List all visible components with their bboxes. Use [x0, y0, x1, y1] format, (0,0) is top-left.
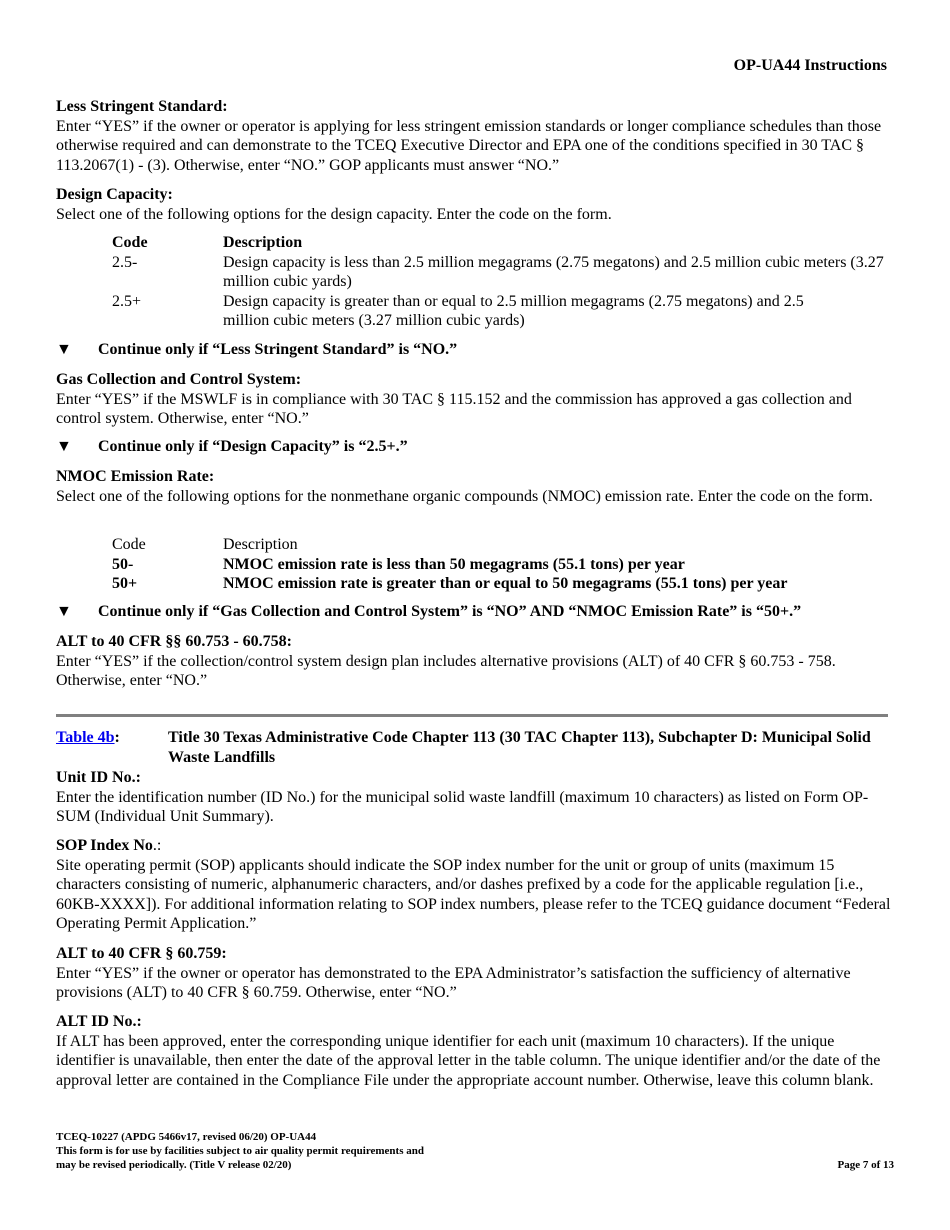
description-header: Description: [223, 234, 303, 251]
section-title: SOP Index No: [56, 837, 153, 854]
section-text: Enter “YES” if the owner or operator has demonstrated to the EPA Administrator’s satisfaction the sufficiency of alternative provisions (ALT) to 40 CFR § 60.759. Otherwise, enter “NO.”: [56, 964, 851, 1001]
section-title: Less Stringent Standard:: [56, 98, 228, 115]
code-row: [112, 292, 902, 331]
design-capacity-section: [56, 185, 896, 224]
section-title: ALT to 40 CFR §§ 60.753 - 60.758:: [56, 633, 293, 650]
continue-text: Continue only if “Less Stringent Standard” is “NO.”: [98, 341, 458, 358]
section-text: Enter “YES” if the owner or operator is applying for less stringent emission standards or longer compliance schedules than those otherwise required and can demonstrate to the TCEQ Executive Director and EPA one of the conditions specified in 30 TAC § 113.2067(1) - (3). Otherwise, enter “NO.” GOP applicants must answer “NO.”: [56, 117, 882, 174]
section-text: Enter “YES” if the MSWLF is in compliance with 30 TAC § 115.152 and the commission has approved a gas collection and control system. Otherwise, enter “NO.”: [56, 390, 852, 427]
continue-instruction: [56, 437, 408, 457]
code-description: Design capacity is less than 2.5 million megagrams (2.75 megatons) and 2.5 million cubic meters (3.27 million cubic yards): [223, 253, 884, 290]
footer-notice-1: This form is for use by facilities subject to air quality permit requirements and: [56, 1145, 424, 1157]
section-text: Site operating permit (SOP) applicants should indicate the SOP index number for the unit or group of units (maximum 15 characters consisting of numeric, alphanumeric characters, and/or dashes prefixed by a code for the applicable regulation [i.e., 60KB-XXXX]). For additional information relating to SOP index numbers, please refer to the TCEQ guidance document “Federal Operating Permit Application.”: [56, 856, 891, 932]
code-row: [112, 555, 902, 575]
continue-instruction: [56, 340, 457, 360]
down-triangle-icon: ▼: [56, 341, 72, 358]
code-description: NMOC emission rate is less than 50 megagrams (55.1 tons) per year: [223, 555, 685, 573]
section-title: Gas Collection and Control System:: [56, 371, 302, 388]
unit-id-section: [56, 768, 896, 827]
code-header: Code: [112, 234, 148, 251]
page-number: Page 7 of 13: [837, 1159, 894, 1171]
table-4b-link[interactable]: Table 4b: [56, 729, 115, 746]
section-title: NMOC Emission Rate:: [56, 468, 215, 485]
footer-form-id: TCEQ-10227 (APDG 5466v17, revised 06/20) OP-UA44: [56, 1131, 317, 1143]
page-header-title: OP-UA44 Instructions: [733, 57, 887, 74]
section-title: Unit ID No.:: [56, 769, 141, 786]
code-value: 50-: [112, 555, 134, 573]
section-text: If ALT has been approved, enter the corresponding unique identifier for each unit (maximum 10 characters). If the unique identifier is unavailable, then enter the date of the approval letter in the table column. The unique identifier and/or the date of the approval letter are contained in the Compliance File under the appropriate account number. Otherwise, leave this column blank.: [56, 1032, 881, 1089]
code-value: 50+: [112, 575, 138, 592]
continue-text: Continue only if “Gas Collection and Control System” is “NO” AND “NMOC Emission Rate” is “50+.”: [98, 603, 802, 620]
sop-index-section: [56, 836, 896, 934]
down-triangle-icon: ▼: [56, 438, 72, 455]
page-footer: [56, 1130, 424, 1172]
section-title: ALT ID No.:: [56, 1013, 142, 1030]
alt-60759-section: [56, 944, 896, 1003]
code-table-header: [112, 233, 902, 253]
code-description: NMOC emission rate is greater than or equal to 50 megagrams (55.1 tons) per year: [223, 575, 788, 592]
section-title: ALT to 40 CFR § 60.759:: [56, 945, 227, 962]
section-text: Enter “YES” if the collection/control system design plan includes alternative provisions (ALT) of 40 CFR § 60.753 - 758. Otherwise, enter “NO.”: [56, 652, 836, 689]
alt-60753-section: [56, 632, 896, 691]
table-4b-heading: [56, 728, 896, 767]
description-header: Description: [223, 536, 298, 553]
code-header: Code: [112, 536, 146, 553]
section-text: Select one of the following options for the design capacity. Enter the code on the form.: [56, 205, 612, 223]
down-triangle-icon: ▼: [56, 603, 72, 620]
code-table-header: [112, 535, 902, 555]
nmoc-section: [56, 467, 896, 506]
design-capacity-code-table: [112, 233, 902, 331]
section-text: Enter the identification number (ID No.) for the municipal solid waste landfill (maximum 10 characters) as listed on Form OP-SUM (Individual Unit Summary).: [56, 788, 869, 825]
less-stringent-section: [56, 97, 896, 175]
code-value: 2.5-: [112, 253, 138, 271]
code-row: [112, 574, 902, 594]
section-text: Select one of the following options for the nonmethane organic compounds (NMOC) emission rate. Enter the code on the form.: [56, 487, 873, 505]
section-divider: [56, 714, 888, 717]
code-row: [112, 253, 902, 292]
alt-id-section: [56, 1012, 896, 1090]
footer-notice-2: may be revised periodically. (Title V release 02/20): [56, 1159, 292, 1171]
continue-instruction: [56, 602, 801, 622]
nmoc-code-table: [112, 535, 902, 594]
code-value: 2.5+: [112, 292, 142, 310]
continue-text: Continue only if “Design Capacity” is “2.5+.”: [98, 438, 408, 455]
section-title: Design Capacity:: [56, 186, 173, 203]
code-description: Design capacity is greater than or equal to 2.5 million megagrams (2.75 megatons) and 2.5 million cubic meters (3.27 million cubic yards): [223, 292, 804, 329]
table-4b-colon: :: [114, 729, 120, 746]
section-title-suffix: .:: [152, 837, 162, 854]
table-4b-title: Title 30 Texas Administrative Code Chapter 113 (30 TAC Chapter 113), Subchapter D: Municipal Solid Waste Landfills: [168, 729, 871, 766]
gas-collection-section: [56, 370, 896, 429]
